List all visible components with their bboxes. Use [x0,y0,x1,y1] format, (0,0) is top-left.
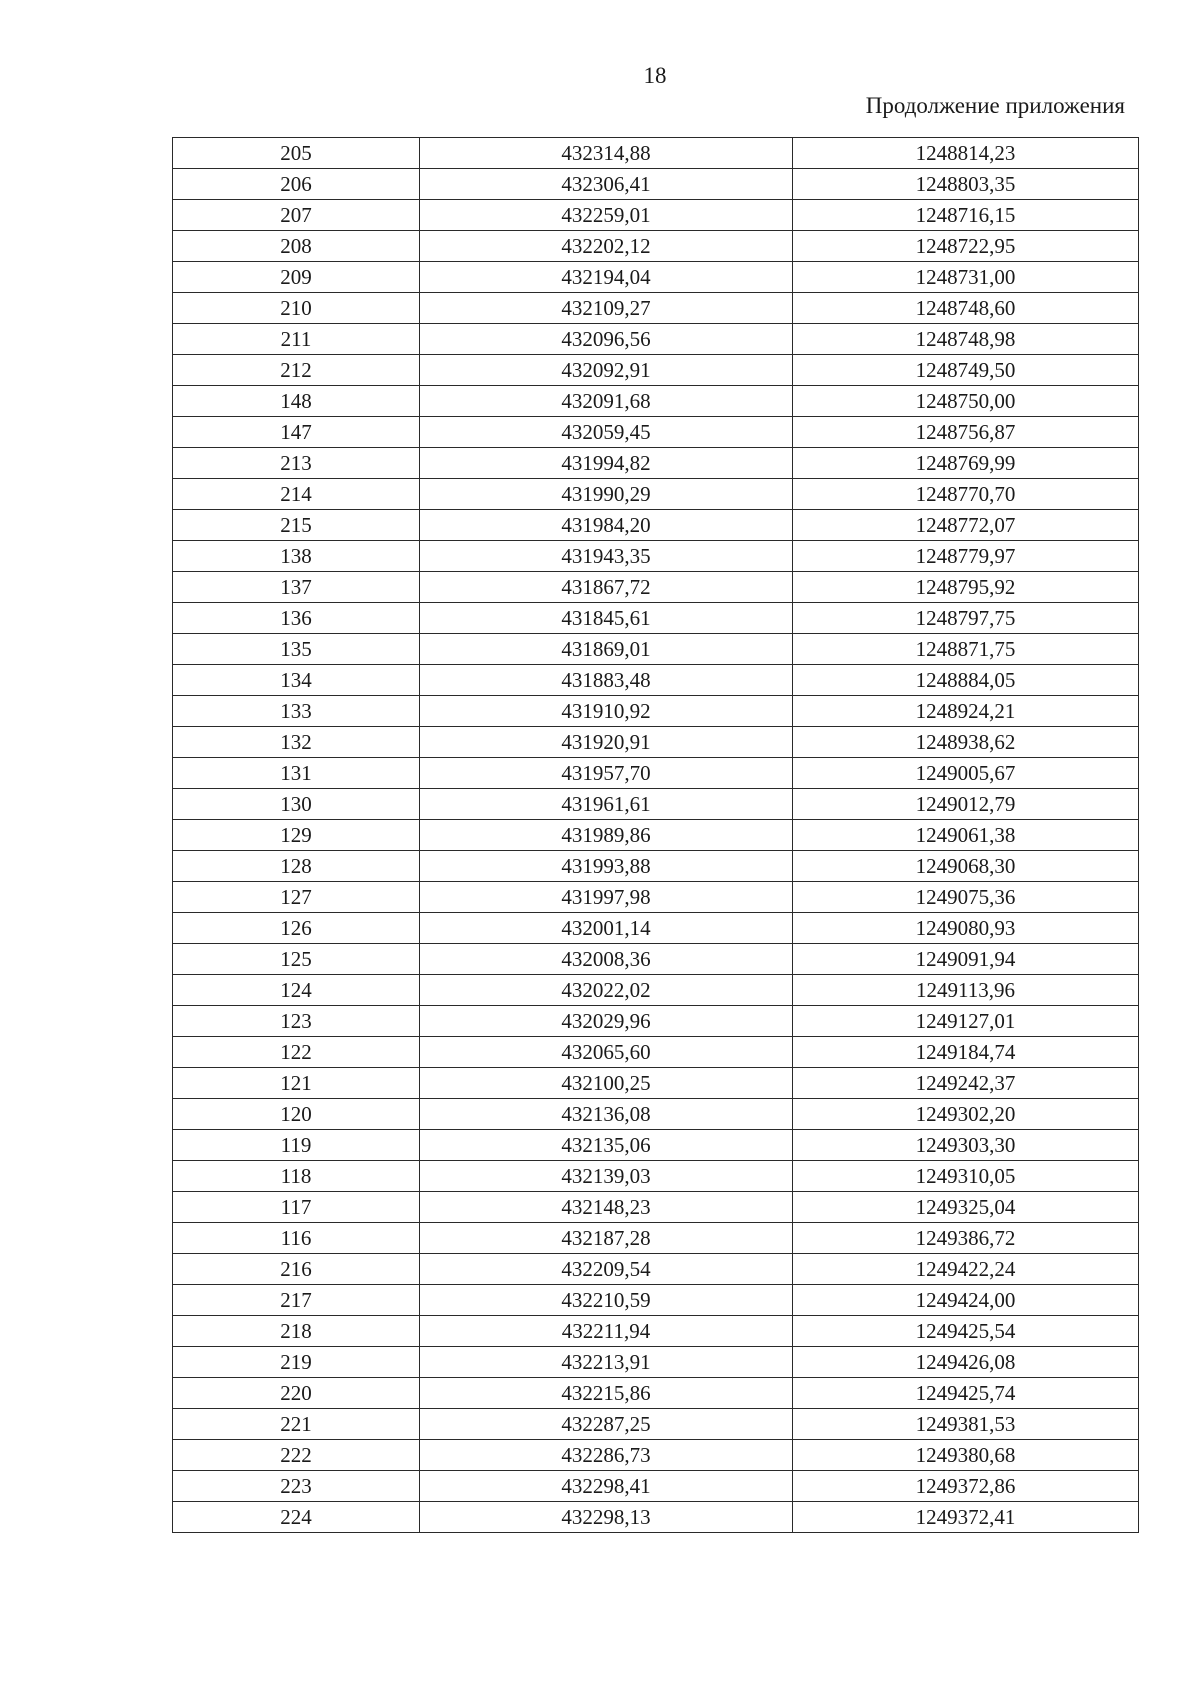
x-coordinate-cell: 432059,45 [420,417,793,448]
x-coordinate-cell: 431845,61 [420,603,793,634]
table-row [173,789,1139,820]
table-row [173,510,1139,541]
y-coordinate-cell: 1248769,99 [793,448,1139,479]
x-coordinate-cell: 432092,91 [420,355,793,386]
y-coordinate-cell: 1249068,30 [793,851,1139,882]
y-coordinate-cell: 1249381,53 [793,1409,1139,1440]
table-row [173,1502,1139,1533]
y-coordinate-cell: 1248797,75 [793,603,1139,634]
x-coordinate-cell: 432314,88 [420,138,793,169]
table-row [173,1068,1139,1099]
y-coordinate-cell: 1248748,98 [793,324,1139,355]
table-row [173,1316,1139,1347]
x-coordinate-cell: 432194,04 [420,262,793,293]
x-coordinate-cell: 432065,60 [420,1037,793,1068]
point-number-cell: 221 [173,1409,420,1440]
point-number-cell: 206 [173,169,420,200]
point-number-cell: 222 [173,1440,420,1471]
y-coordinate-cell: 1249302,20 [793,1099,1139,1130]
table-row [173,1285,1139,1316]
table-row [173,169,1139,200]
x-coordinate-cell: 431920,91 [420,727,793,758]
table-row [173,200,1139,231]
table-row [173,634,1139,665]
table-row [173,1192,1139,1223]
y-coordinate-cell: 1249242,37 [793,1068,1139,1099]
y-coordinate-cell: 1249080,93 [793,913,1139,944]
table-row [173,975,1139,1006]
point-number-cell: 211 [173,324,420,355]
table-row [173,541,1139,572]
table-row [173,293,1139,324]
y-coordinate-cell: 1249426,08 [793,1347,1139,1378]
point-number-cell: 224 [173,1502,420,1533]
table-row [173,758,1139,789]
x-coordinate-cell: 431989,86 [420,820,793,851]
x-coordinate-cell: 432135,06 [420,1130,793,1161]
y-coordinate-cell: 1248884,05 [793,665,1139,696]
point-number-cell: 137 [173,572,420,603]
point-number-cell: 122 [173,1037,420,1068]
point-number-cell: 148 [173,386,420,417]
x-coordinate-cell: 431997,98 [420,882,793,913]
x-coordinate-cell: 432306,41 [420,169,793,200]
y-coordinate-cell: 1249075,36 [793,882,1139,913]
y-coordinate-cell: 1249005,67 [793,758,1139,789]
point-number-cell: 147 [173,417,420,448]
table-row [173,572,1139,603]
x-coordinate-cell: 431984,20 [420,510,793,541]
table-row [173,603,1139,634]
x-coordinate-cell: 432136,08 [420,1099,793,1130]
x-coordinate-cell: 431993,88 [420,851,793,882]
table-row [173,1347,1139,1378]
y-coordinate-cell: 1249127,01 [793,1006,1139,1037]
y-coordinate-cell: 1248924,21 [793,696,1139,727]
point-number-cell: 128 [173,851,420,882]
x-coordinate-cell: 432298,13 [420,1502,793,1533]
point-number-cell: 215 [173,510,420,541]
x-coordinate-cell: 432029,96 [420,1006,793,1037]
table-row [173,417,1139,448]
table-row [173,1471,1139,1502]
x-coordinate-cell: 431943,35 [420,541,793,572]
y-coordinate-cell: 1249061,38 [793,820,1139,851]
y-coordinate-cell: 1248716,15 [793,200,1139,231]
y-coordinate-cell: 1249380,68 [793,1440,1139,1471]
table-row [173,1378,1139,1409]
point-number-cell: 216 [173,1254,420,1285]
table-row [173,1409,1139,1440]
x-coordinate-cell: 432211,94 [420,1316,793,1347]
point-number-cell: 205 [173,138,420,169]
point-number-cell: 133 [173,696,420,727]
x-coordinate-cell: 431994,82 [420,448,793,479]
point-number-cell: 208 [173,231,420,262]
point-number-cell: 125 [173,944,420,975]
y-coordinate-cell: 1249325,04 [793,1192,1139,1223]
y-coordinate-cell: 1248750,00 [793,386,1139,417]
x-coordinate-cell: 432109,27 [420,293,793,324]
point-number-cell: 219 [173,1347,420,1378]
point-number-cell: 129 [173,820,420,851]
x-coordinate-cell: 432008,36 [420,944,793,975]
x-coordinate-cell: 432286,73 [420,1440,793,1471]
x-coordinate-cell: 431910,92 [420,696,793,727]
y-coordinate-cell: 1248748,60 [793,293,1139,324]
x-coordinate-cell: 431883,48 [420,665,793,696]
table-row [173,448,1139,479]
x-coordinate-cell: 432298,41 [420,1471,793,1502]
table-row [173,944,1139,975]
table-row [173,324,1139,355]
y-coordinate-cell: 1248772,07 [793,510,1139,541]
point-number-cell: 209 [173,262,420,293]
table-row [173,262,1139,293]
point-number-cell: 124 [173,975,420,1006]
x-coordinate-cell: 432001,14 [420,913,793,944]
point-number-cell: 214 [173,479,420,510]
table-row [173,1223,1139,1254]
point-number-cell: 127 [173,882,420,913]
continuation-label: Продолжение приложения [865,93,1125,118]
table-row [173,820,1139,851]
table-row [173,851,1139,882]
x-coordinate-cell: 432091,68 [420,386,793,417]
point-number-cell: 223 [173,1471,420,1502]
y-coordinate-cell: 1248938,62 [793,727,1139,758]
point-number-cell: 131 [173,758,420,789]
x-coordinate-cell: 431961,61 [420,789,793,820]
x-coordinate-cell: 432139,03 [420,1161,793,1192]
page-number: 18 [643,63,667,88]
point-number-cell: 136 [173,603,420,634]
point-number-cell: 212 [173,355,420,386]
x-coordinate-cell: 432148,23 [420,1192,793,1223]
y-coordinate-cell: 1249372,41 [793,1502,1139,1533]
point-number-cell: 119 [173,1130,420,1161]
point-number-cell: 121 [173,1068,420,1099]
point-number-cell: 218 [173,1316,420,1347]
table-row [173,882,1139,913]
y-coordinate-cell: 1248871,75 [793,634,1139,665]
table-row [173,1006,1139,1037]
y-coordinate-cell: 1249012,79 [793,789,1139,820]
point-number-cell: 207 [173,200,420,231]
x-coordinate-cell: 432213,91 [420,1347,793,1378]
table-row [173,138,1139,169]
table-row [173,1440,1139,1471]
point-number-cell: 132 [173,727,420,758]
x-coordinate-cell: 432210,59 [420,1285,793,1316]
point-number-cell: 213 [173,448,420,479]
y-coordinate-cell: 1248814,23 [793,138,1139,169]
x-coordinate-cell: 431867,72 [420,572,793,603]
point-number-cell: 126 [173,913,420,944]
y-coordinate-cell: 1249113,96 [793,975,1139,1006]
y-coordinate-cell: 1249422,24 [793,1254,1139,1285]
x-coordinate-cell: 432187,28 [420,1223,793,1254]
point-number-cell: 117 [173,1192,420,1223]
table-row [173,913,1139,944]
table-row [173,1037,1139,1068]
y-coordinate-cell: 1249091,94 [793,944,1139,975]
y-coordinate-cell: 1248779,97 [793,541,1139,572]
x-coordinate-cell: 432209,54 [420,1254,793,1285]
table-row [173,665,1139,696]
y-coordinate-cell: 1248770,70 [793,479,1139,510]
coordinates-table-body [173,138,1139,1533]
point-number-cell: 120 [173,1099,420,1130]
table-row [173,355,1139,386]
y-coordinate-cell: 1248731,00 [793,262,1139,293]
y-coordinate-cell: 1249425,54 [793,1316,1139,1347]
table-row [173,696,1139,727]
point-number-cell: 116 [173,1223,420,1254]
x-coordinate-cell: 432215,86 [420,1378,793,1409]
table-row [173,1161,1139,1192]
table-row [173,727,1139,758]
x-coordinate-cell: 432202,12 [420,231,793,262]
x-coordinate-cell: 431869,01 [420,634,793,665]
point-number-cell: 217 [173,1285,420,1316]
y-coordinate-cell: 1248803,35 [793,169,1139,200]
point-number-cell: 134 [173,665,420,696]
x-coordinate-cell: 432022,02 [420,975,793,1006]
table-row [173,231,1139,262]
x-coordinate-cell: 432100,25 [420,1068,793,1099]
y-coordinate-cell: 1248749,50 [793,355,1139,386]
x-coordinate-cell: 432259,01 [420,200,793,231]
y-coordinate-cell: 1249310,05 [793,1161,1139,1192]
point-number-cell: 220 [173,1378,420,1409]
coordinates-table [172,137,1139,1533]
table-row [173,386,1139,417]
table-row [173,1254,1139,1285]
y-coordinate-cell: 1249372,86 [793,1471,1139,1502]
x-coordinate-cell: 432287,25 [420,1409,793,1440]
y-coordinate-cell: 1248722,95 [793,231,1139,262]
y-coordinate-cell: 1248756,87 [793,417,1139,448]
table-row [173,479,1139,510]
y-coordinate-cell: 1248795,92 [793,572,1139,603]
x-coordinate-cell: 431990,29 [420,479,793,510]
point-number-cell: 138 [173,541,420,572]
y-coordinate-cell: 1249425,74 [793,1378,1139,1409]
y-coordinate-cell: 1249303,30 [793,1130,1139,1161]
table-row [173,1130,1139,1161]
point-number-cell: 118 [173,1161,420,1192]
point-number-cell: 130 [173,789,420,820]
x-coordinate-cell: 432096,56 [420,324,793,355]
point-number-cell: 135 [173,634,420,665]
y-coordinate-cell: 1249184,74 [793,1037,1139,1068]
x-coordinate-cell: 431957,70 [420,758,793,789]
y-coordinate-cell: 1249386,72 [793,1223,1139,1254]
point-number-cell: 123 [173,1006,420,1037]
point-number-cell: 210 [173,293,420,324]
y-coordinate-cell: 1249424,00 [793,1285,1139,1316]
table-row [173,1099,1139,1130]
